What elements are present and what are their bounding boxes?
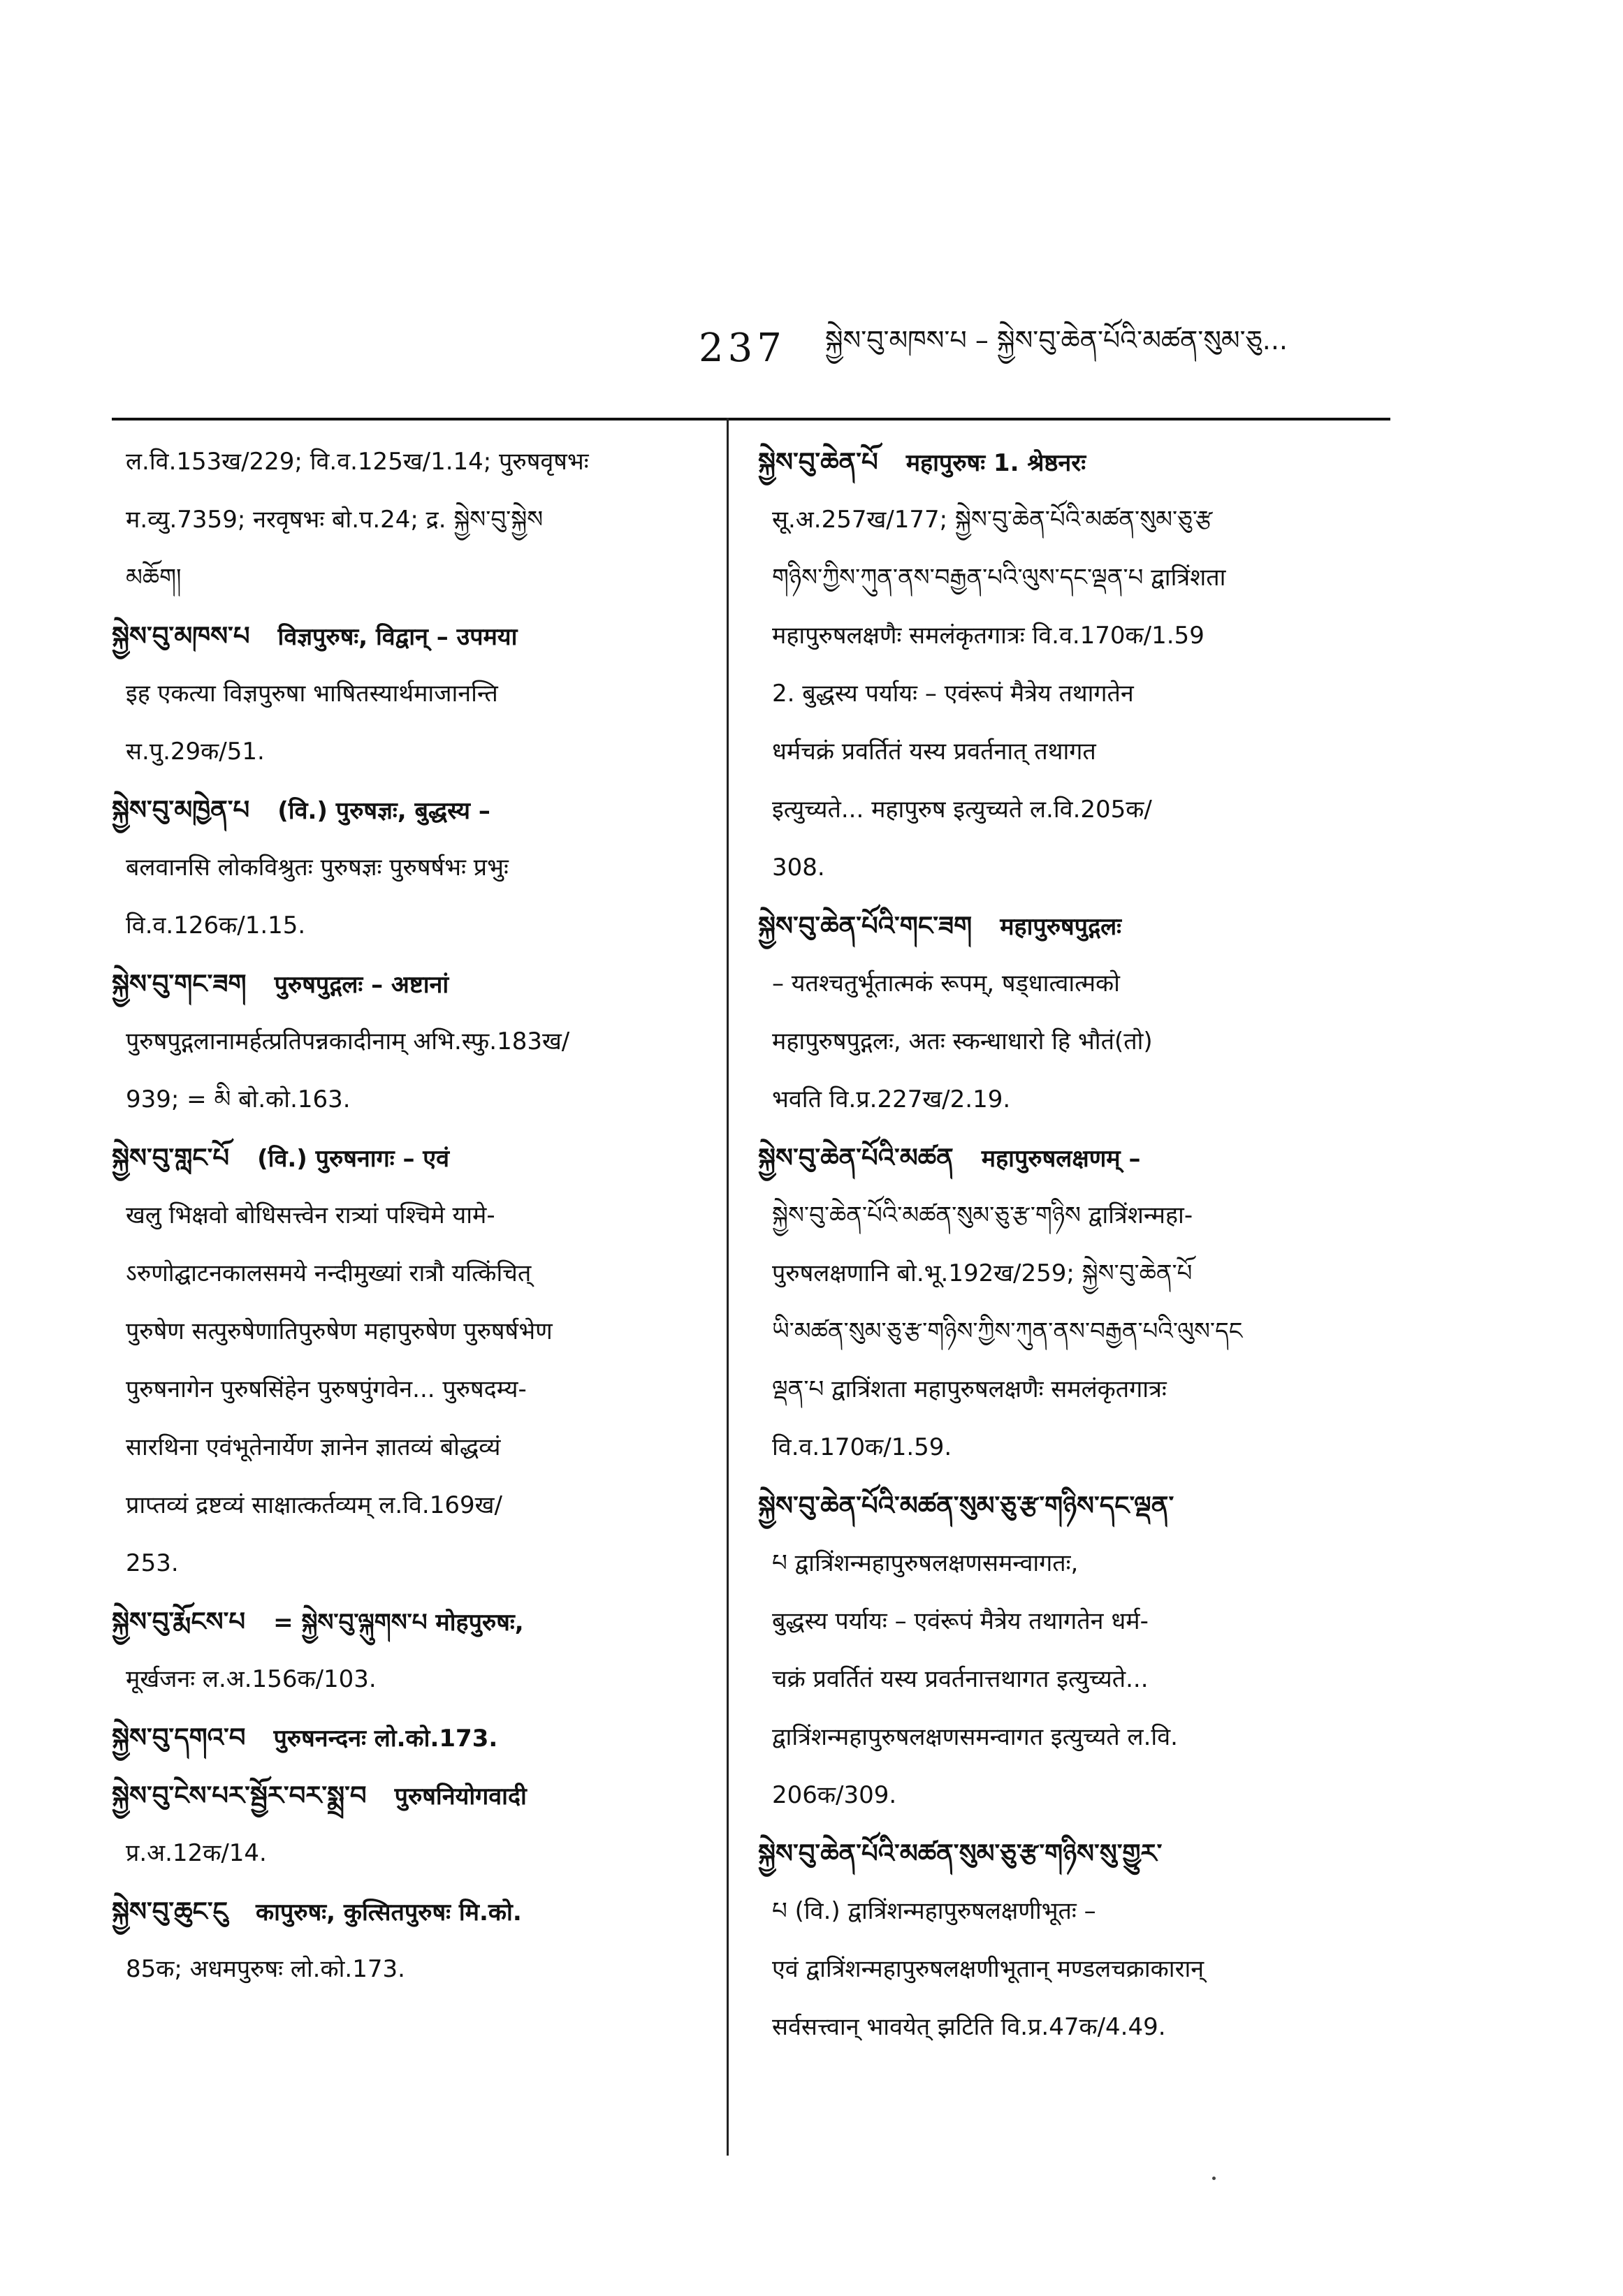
dictionary-entry (112, 1767, 702, 1882)
entry-line: 308. (772, 854, 825, 882)
entry-line: पुरुषपुद्गलानामर्हत्प्रतिपन्नकादीनाम् अभि.स्फु.183ख/ (126, 1028, 570, 1055)
entry-line: भवति वि.प्र.227ख/2.19. (772, 1085, 1011, 1113)
right-column (758, 433, 1373, 2056)
entry-line: चक्रं प्रवर्तितं यस्य प्रवर्तनात्तथागत इत्युच्यते... (772, 1665, 1149, 1693)
dictionary-entry (758, 1129, 1373, 1477)
left-column (112, 433, 702, 1998)
entry-line: विज्ञपुरुषः, विद्वान् – उपमया (277, 623, 518, 651)
header-rule (112, 418, 1390, 421)
column-divider (727, 418, 729, 2156)
entry-line: 2. बुद्धस्य पर्यायः – एवंरूपं मैत्रेय तथागतेन (772, 680, 1134, 708)
entry-line: स.पु.29क/51. (126, 738, 265, 766)
entry-line: ཡི་མཚན་སུམ་ཅུ་རྩ་གཉིས་ཀྱིས་ཀུན་ནས་བརྒྱན་པའི་ལུས་དང (772, 1317, 1243, 1345)
dictionary-entry (112, 433, 702, 607)
entry-line: एवं द्वात्रिंशन्महापुरुषलक्षणीभूतान् मण्डलचक्राकारान् (772, 1955, 1204, 1983)
dictionary-entry (758, 1825, 1373, 2056)
entry-line: གཉིས་ཀྱིས་ཀུན་ནས་བརྒྱན་པའི་ལུས་དང་ལྡན་པ द्वात्रिंशता (772, 564, 1226, 592)
entry-line: पुरुषनन्दनः लो.को.173. (273, 1725, 498, 1753)
entry-line: सारथिना एवंभूतेनार्येण ज्ञानेन ज्ञातव्यं बोद्धव्यं (126, 1433, 501, 1461)
headword: སྐྱེས་བུ་མཁས་པ (112, 621, 250, 651)
entry-line: पुरुषलक्षणानि बो.भू.192ख/259; སྐྱེས་བུ་ཆེན་པོ (772, 1259, 1193, 1287)
dictionary-entry (112, 1709, 702, 1767)
entry-line: धर्मचक्रं प्रवर्तितं यस्य प्रवर्तनात् तथागत (772, 738, 1096, 766)
entry-line: 253. (126, 1549, 179, 1577)
entry-line: 85क; अधमपुरुषः लो.को.173. (126, 1955, 405, 1983)
entry-line: महापुरुषलक्षणैः समलंकृतगात्रः वि.व.170क/1.59 (772, 622, 1204, 650)
headword: སྐྱེས་བུ་དགའ་བ (112, 1723, 246, 1753)
headword: སྐྱེས་བུ་ངེས་པར་སྦྱོར་བར་སྨྲ་བ (112, 1781, 367, 1811)
entry-line: सू.अ.257ख/177; སྐྱེས་བུ་ཆེན་པོའི་མཚན་སུམ་ཅུ་རྩ (772, 506, 1213, 534)
headword: སྐྱེས་བུ་གང་ཟག (112, 969, 247, 999)
entry-line: खलु भिक्षवो बोधिसत्त्वेन रात्र्यां पश्चिमे यामे- (126, 1201, 495, 1229)
entry-line: པ द्वात्रिंशन्महापुरुषलक्षणसमन्वागतः, (772, 1549, 1079, 1577)
entry-line: – यतश्चतुर्भूतात्मकं रूपम्, षड्धात्वात्मको (772, 970, 1120, 997)
dictionary-entry (758, 433, 1373, 897)
print-speck (1212, 2177, 1216, 2180)
headword: སྐྱེས་བུ་གླང་པོ (112, 1143, 230, 1173)
headword: སྐྱེས་བུ་ཆེན་པོའི་མཚན་སུམ་ཅུ་རྩ་གཉིས་དང་ལྡན་ (758, 1491, 1174, 1521)
dictionary-entry (112, 1593, 702, 1709)
entry-line: ल.वि.153ख/229; वि.व.125ख/1.14; पुरुषवृषभः (126, 448, 589, 476)
headword: སྐྱེས་བུ་ཆུང་ངུ (112, 1896, 228, 1926)
dictionary-entry (112, 607, 702, 781)
entry-line: महापुरुषः 1. श्रेष्ठनरः (905, 449, 1086, 477)
headword: སྐྱེས་བུ་ཆེན་པོའི་གང་ཟག (758, 911, 973, 941)
dictionary-entry (758, 897, 1373, 1129)
entry-line: ལྡན་པ द्वात्रिंशता महापुरुषलक्षणैः समलंकृतगात्रः (772, 1375, 1167, 1403)
entry-line: पुरुषनियोगवादी (394, 1783, 527, 1811)
running-head: སྐྱེས་བུ་མཁས་པ – སྐྱེས་བུ་ཆེན་པོའི་མཚན་སུམ་ཅུ... (824, 324, 1288, 356)
entry-line: प्र.अ.12क/14. (126, 1839, 267, 1867)
entry-line: प्राप्तव्यं द्रष्टव्यं साक्षात्कर्तव्यम् ल.वि.169ख/ (126, 1491, 502, 1519)
entry-line: (वि.) पुरुषनागः – एवं (257, 1145, 449, 1173)
headword: སྐྱེས་བུ་རྨོངས་པ (112, 1607, 246, 1637)
entry-line: बलवानसि लोकविश्रुतः पुरुषज्ञः पुरुषर्षभः प्रभुः (126, 854, 509, 882)
dictionary-entry (112, 1882, 702, 1998)
dictionary-entry (112, 781, 702, 955)
dictionary-entry (112, 1129, 702, 1593)
entry-line: द्वात्रिंशन्महापुरुषलक्षणसमन्वागत इत्युच्यते ल.वि. (772, 1723, 1178, 1751)
entry-line: མཆོག། (126, 564, 182, 592)
entry-line: པ (वि.) द्वात्रिंशन्महापुरुषलक्षणीभूतः – (772, 1897, 1096, 1925)
entry-line: कापुरुषः, कुत्सितपुरुषः मि.को. (256, 1899, 522, 1926)
entry-line: पुरुषनागेन पुरुषसिंहेन पुरुषपुंगवेन... पुरुषदम्य- (126, 1375, 527, 1403)
entry-line: सर्वसत्त्वान् भावयेत् झटिति वि.प्र.47क/4.49. (772, 2013, 1166, 2041)
entry-line: इत्युच्यते... महापुरुष इत्युच्यते ल.वि.205क/ (772, 796, 1152, 824)
headword: སྐྱེས་བུ་ཆེན་པོའི་མཚན་སུམ་ཅུ་རྩ་གཉིས་སུ་གྱུར་ (758, 1838, 1163, 1869)
entry-line: 206क/309. (772, 1781, 897, 1809)
dictionary-entry (758, 1477, 1373, 1825)
page-header (699, 320, 1397, 376)
entry-line: बुद्धस्य पर्यायः – एवंरूपं मैत्रेय तथागतेन धर्म- (772, 1607, 1149, 1635)
entry-line: वि.व.170क/1.59. (772, 1433, 952, 1461)
entry-line: महापुरुषपुद्गलः (1000, 913, 1122, 941)
headword: སྐྱེས་བུ་ཆེན་པོ (758, 447, 878, 477)
entry-line: = སྐྱེས་བུ་ལྐུགས་པ मोहपुरुषः, (273, 1609, 524, 1637)
headword: སྐྱེས་བུ་ཆེན་པོའི་མཚན (758, 1143, 954, 1173)
entry-line: ऽरुणोद्घाटनकालसमये नन्दीमुख्यां रात्रौ यत्किंचित् (126, 1259, 532, 1287)
headword: སྐྱེས་བུ་མཁྱེན་པ (112, 795, 250, 825)
entry-line: वि.व.126क/1.15. (126, 912, 306, 939)
entry-line: म.व्यु.7359; नरवृषभः बो.प.24; द्र. སྐྱེས་བུ་སྐྱེས (126, 506, 544, 534)
entry-line: महापुरुषपुद्गलः, अतः स्कन्धाधारो हि भौतं(तो) (772, 1028, 1153, 1055)
dictionary-entry (112, 955, 702, 1129)
entry-line: སྐྱེས་བུ་ཆེན་པོའི་མཚན་སུམ་ཅུ་རྩ་གཉིས द्वात्रिंशन्महा- (772, 1201, 1193, 1229)
page-number: 237 (699, 325, 786, 371)
entry-line: मूर्खजनः ल.अ.156क/103. (126, 1665, 377, 1693)
entry-line: 939; = མི बो.को.163. (126, 1085, 351, 1113)
entry-line: पुरुषपुद्गलः – अष्टानां (274, 971, 449, 999)
entry-line: महापुरुषलक्षणम् – (981, 1145, 1141, 1173)
entry-line: इह एकत्या विज्ञपुरुषा भाषितस्यार्थमाजानन्ति (126, 680, 498, 708)
entry-line: (वि.) पुरुषज्ञः, बुद्धस्य – (277, 797, 490, 825)
entry-line: पुरुषेण सत्पुरुषेणातिपुरुषेण महापुरुषेण पुरुषर्षभेण (126, 1317, 553, 1345)
